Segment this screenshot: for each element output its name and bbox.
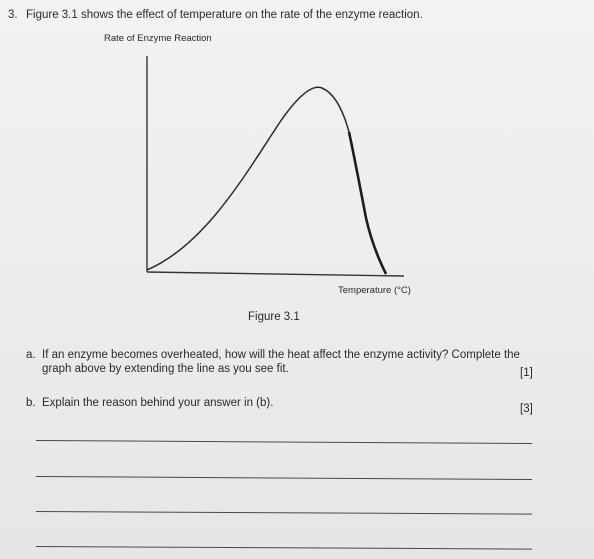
question-intro: Figure 3.1 shows the effect of temperature on the rate of the enzyme reaction. xyxy=(26,9,423,21)
part-b-marks: [3] xyxy=(520,403,533,415)
x-axis xyxy=(147,272,404,276)
part-a-marks: [1] xyxy=(520,367,533,379)
part-b-label: b. xyxy=(26,397,36,409)
part-b-question: Explain the reason behind your answer in (b). xyxy=(42,397,274,409)
rising-curve xyxy=(147,87,349,270)
part-a-question-line1: If an enzyme becomes overheated, how will the heat affect the enzyme activity? Complete the xyxy=(42,349,520,361)
figure-caption: Figure 3.1 xyxy=(248,311,300,323)
part-a-label: a. xyxy=(26,349,36,361)
falling-curve xyxy=(349,132,386,274)
x-axis-label: Temperature (°C) xyxy=(338,285,411,296)
y-axis-label: Rate of Enzyme Reaction xyxy=(104,33,212,44)
question-number: 3. xyxy=(8,9,18,21)
part-a-question-line2: graph above by extending the line as you see fit. xyxy=(42,363,289,375)
